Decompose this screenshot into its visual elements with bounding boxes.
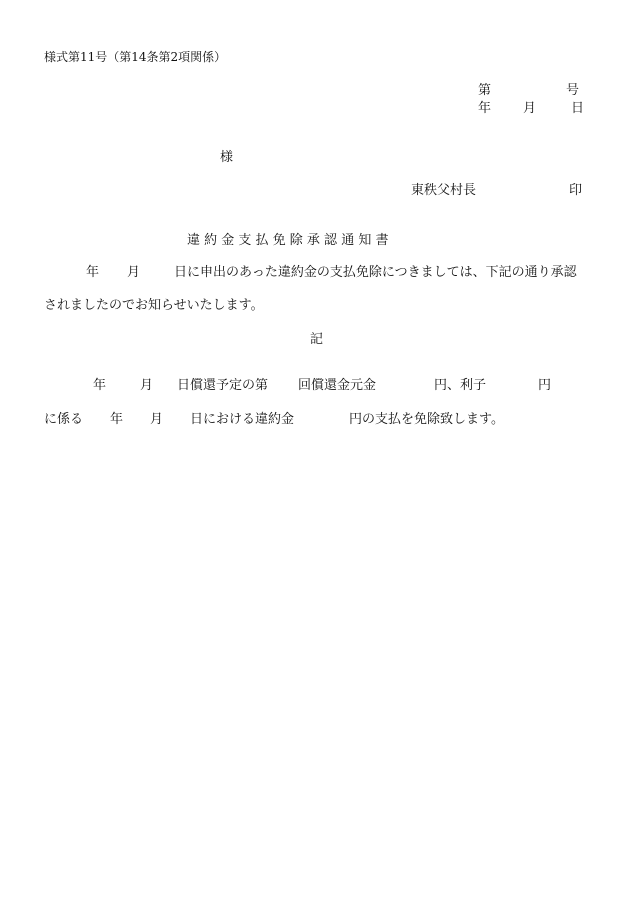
detail-scheduled-text: 日償還予定の第 <box>177 378 269 393</box>
document-number-suffix: 号 <box>566 83 580 98</box>
intro-text: 日に申出のあった違約金の支払免除につきましては、下記の通り承認 <box>174 265 577 280</box>
ki-label: 記 <box>310 332 324 347</box>
intro-year-label: 年 <box>86 265 100 280</box>
detail-yen-label: 円 <box>538 378 552 393</box>
intro-continuation: されましたのでお知らせいたします。 <box>44 298 264 313</box>
detail-month-label: 月 <box>140 378 154 393</box>
detail2-month-label: 月 <box>150 412 164 427</box>
date-day-label: 日 <box>571 101 585 116</box>
date-month-label: 月 <box>523 101 537 116</box>
intro-month-label: 月 <box>127 265 141 280</box>
date-year-label: 年 <box>478 101 492 116</box>
detail-yen-interest-text: 円、利子 <box>434 378 487 393</box>
issuer-seal-mark: 印 <box>569 183 583 198</box>
detail2-tail: 円の支払を免除致します。 <box>349 412 504 427</box>
document-number-prefix: 第 <box>478 83 492 98</box>
detail-year-label: 年 <box>93 378 107 393</box>
detail2-year-label: 年 <box>110 412 124 427</box>
document-title: 違 約 金 支 払 免 除 承 認 通 知 書 <box>187 233 389 248</box>
detail2-text: 日における違約金 <box>190 412 295 427</box>
detail-installment-text: 回償還金元金 <box>298 378 377 393</box>
form-number-header: 様式第11号（第14条第2項関係） <box>44 50 227 64</box>
addressee-suffix: 様 <box>220 150 234 165</box>
issuer-name: 東秩父村長 <box>411 183 477 198</box>
detail2-prefix: に係る <box>44 412 84 427</box>
